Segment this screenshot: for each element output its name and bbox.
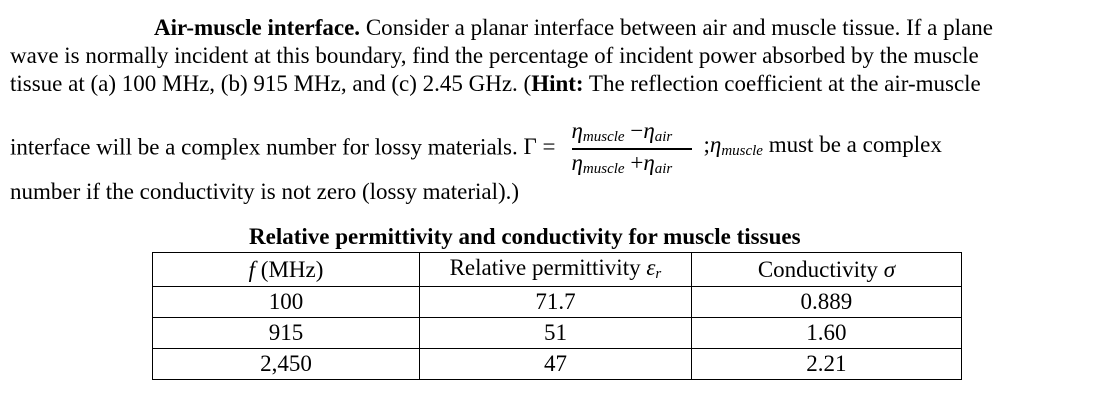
formula-denominator: ηmuscle +ηair bbox=[571, 150, 673, 177]
problem-text-3b: The reflection coefficient at the air-muscle bbox=[583, 71, 981, 96]
reflection-coefficient-formula bbox=[523, 118, 994, 177]
problem-line-5: number if the conductivity is not zero (lossy material).) bbox=[10, 179, 520, 204]
problem-text-4a: interface will be a complex number for lossy materials. bbox=[10, 134, 524, 160]
muscle-tissue-table bbox=[152, 252, 962, 380]
cell-conductivity: 1.60 bbox=[691, 318, 961, 349]
table-title: Relative permittivity and conductivity for muscle tissues bbox=[249, 224, 801, 249]
formula-fraction bbox=[570, 118, 700, 177]
hint-label: Hint: bbox=[531, 71, 584, 96]
formula-numerator: ηmuscle −ηair bbox=[571, 118, 673, 145]
problem-text-4b: must be a complex bbox=[762, 132, 942, 157]
problem-line-3 bbox=[10, 70, 1100, 98]
header-permittivity: Relative permittivity εr bbox=[420, 253, 692, 287]
table-header-row bbox=[153, 253, 962, 287]
cell-conductivity: 0.889 bbox=[691, 287, 961, 318]
table-row bbox=[153, 318, 962, 349]
gamma-symbol: Γ = bbox=[523, 134, 556, 159]
table-row bbox=[153, 349, 962, 380]
problem-title: Air-muscle interface. bbox=[154, 15, 361, 40]
problem-text-1: Consider a planar interface between air and muscle tissue. If a plane bbox=[360, 15, 993, 40]
header-conductivity: Conductivity σ bbox=[691, 253, 961, 287]
cell-conductivity: 2.21 bbox=[691, 349, 961, 380]
cell-permittivity: 71.7 bbox=[420, 287, 692, 318]
table-row bbox=[153, 287, 962, 318]
problem-line-2: wave is normally incident at this boundary, find the percentage of incident power absorbed by the muscle bbox=[10, 43, 979, 68]
cell-frequency: 915 bbox=[153, 318, 420, 349]
header-frequency: f (MHz) bbox=[153, 253, 420, 287]
problem-line-4 bbox=[10, 118, 1100, 177]
cell-permittivity: 51 bbox=[420, 318, 692, 349]
cell-frequency: 100 bbox=[153, 287, 420, 318]
problem-text-3a: tissue at (a) 100 MHz, (b) 915 MHz, and (c) 2.45 GHz. ( bbox=[10, 71, 532, 96]
cell-permittivity: 47 bbox=[420, 349, 692, 380]
cell-frequency: 2,450 bbox=[153, 349, 420, 380]
formula-tail: ;ηmuscle must be a complex bbox=[703, 132, 942, 159]
problem-line-1 bbox=[10, 14, 1100, 42]
